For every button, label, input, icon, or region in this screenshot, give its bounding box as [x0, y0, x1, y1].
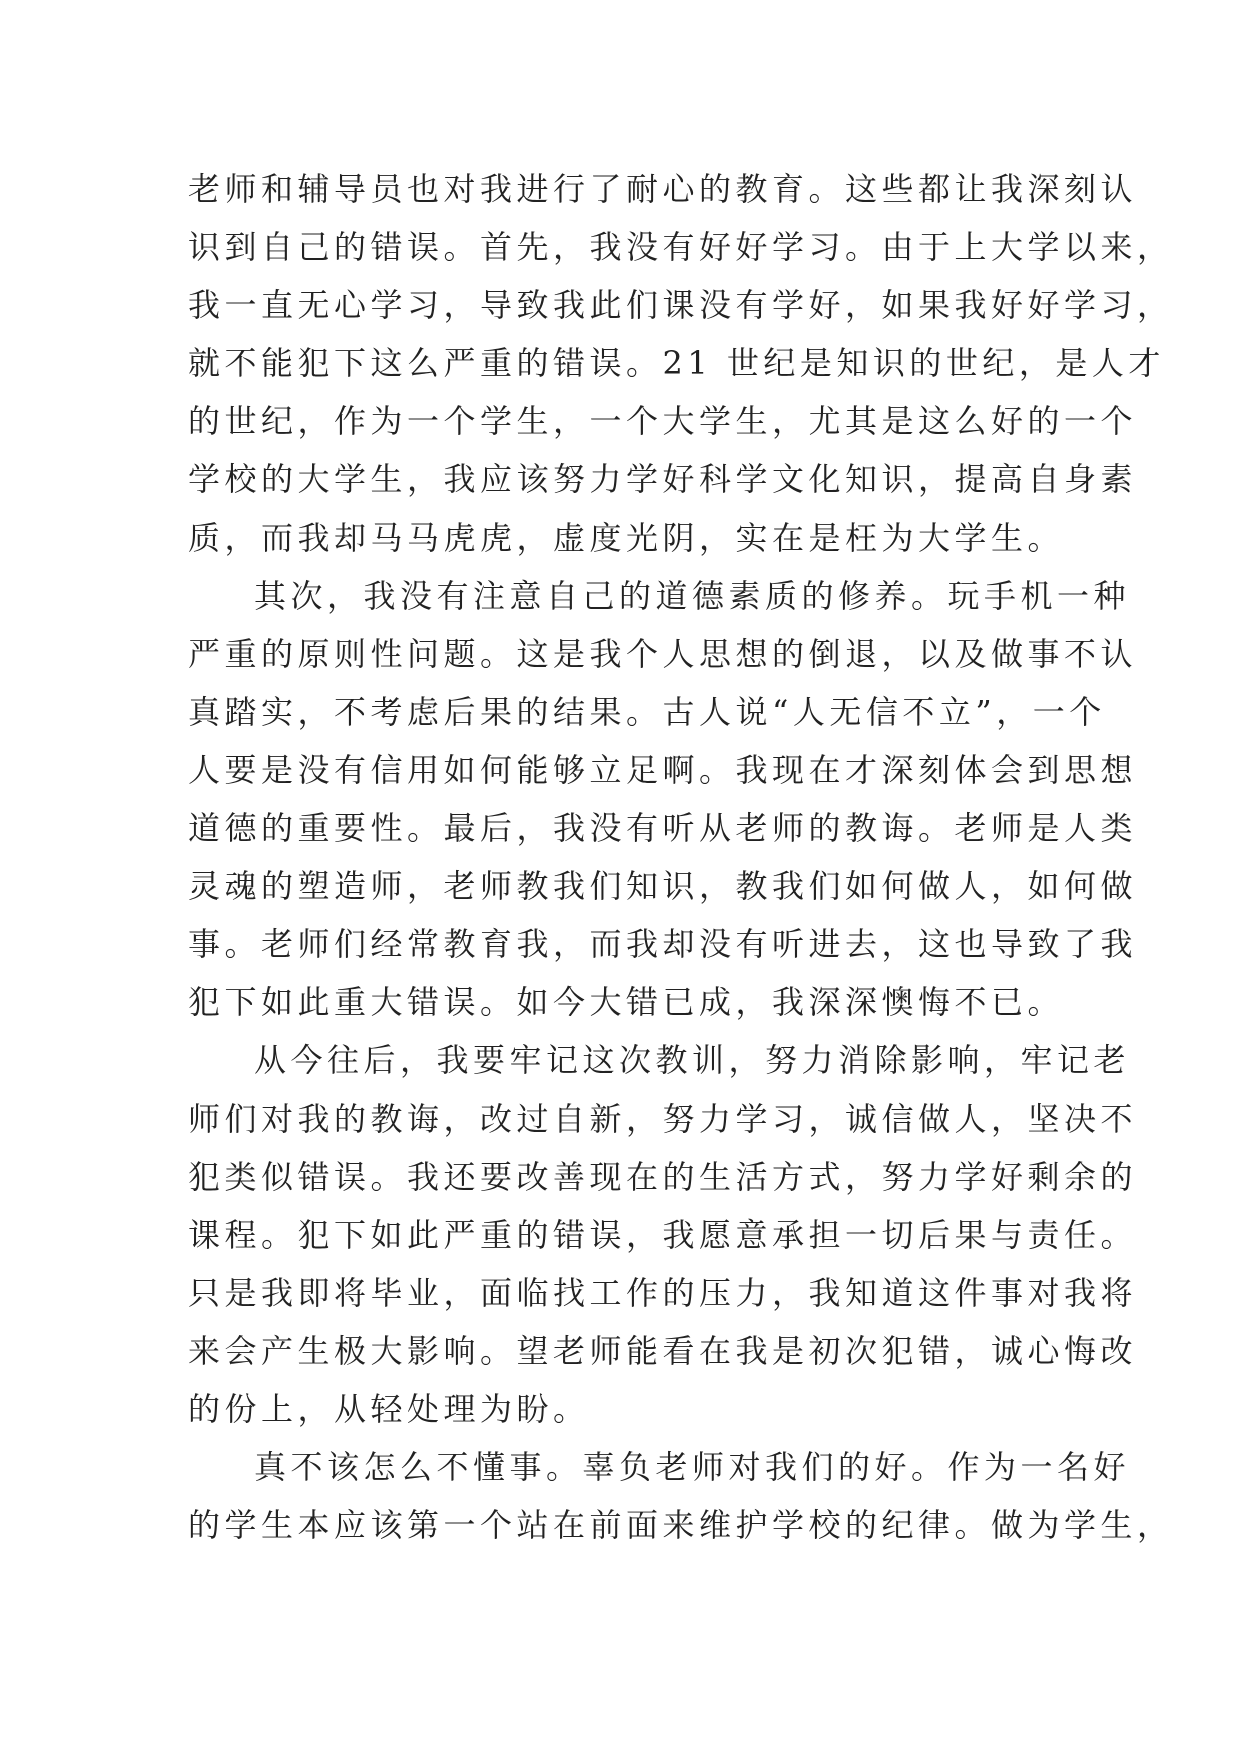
text-line: 灵魂的塑造师，老师教我们知识，教我们如何做人，如何做 — [188, 867, 1138, 906]
text-line: 严重的原则性问题。这是我个人思想的倒退，以及做事不认 — [188, 634, 1138, 673]
text-line: 犯类似错误。我还要改善现在的生活方式，努力学好剩余的 — [188, 1157, 1138, 1196]
text-line: 道德的重要性。最后，我没有听从老师的教诲。老师是人类 — [188, 809, 1138, 848]
text-line: 师们对我的教诲，改过自新，努力学习，诚信做人，坚决不 — [188, 1099, 1138, 1138]
paragraph-first-line: 真不该怎么不懂事。辜负老师对我们的好。作为一名好 — [254, 1448, 1131, 1487]
text-line: 人要是没有信用如何能够立足啊。我现在才深刻体会到思想 — [188, 750, 1138, 789]
text-line: 学校的大学生，我应该努力学好科学文化知识，提高自身素 — [188, 460, 1138, 499]
paragraph-first-line: 其次，我没有注意自己的道德素质的修养。玩手机一种 — [254, 576, 1131, 615]
paragraph-first-line: 从今往后，我要牢记这次教训，努力消除影响，牢记老 — [254, 1041, 1131, 1080]
document-body — [188, 160, 1174, 1554]
text-line: 识到自己的错误。首先，我没有好好学习。由于上大学以来， — [188, 228, 1174, 267]
text-line: 的份上，从轻处理为盼。 — [188, 1389, 590, 1428]
text-line: 的世纪，作为一个学生，一个大学生，尤其是这么好的一个 — [188, 402, 1138, 441]
text-line: 的学生本应该第一个站在前面来维护学校的纪律。做为学生， — [188, 1506, 1174, 1545]
text-line: 只是我即将毕业，面临找工作的压力，我知道这件事对我将 — [188, 1273, 1138, 1312]
text-line: 就不能犯下这么严重的错误。21 世纪是知识的世纪，是人才 — [188, 344, 1165, 383]
text-line: 课程。犯下如此严重的错误，我愿意承担一切后果与责任。 — [188, 1215, 1138, 1254]
text-line: 来会产生极大影响。望老师能看在我是初次犯错，诚心悔改 — [188, 1331, 1138, 1370]
text-line: 事。老师们经常教育我，而我却没有听进去，这也导致了我 — [188, 925, 1138, 964]
text-line: 质，而我却马马虎虎，虚度光阴，实在是枉为大学生。 — [188, 518, 1065, 557]
text-line: 真踏实，不考虑后果的结果。古人说“人无信不立”，一个 — [188, 692, 1106, 731]
text-line: 我一直无心学习，导致我此们课没有学好，如果我好好学习， — [188, 286, 1174, 325]
text-line: 犯下如此重大错误。如今大错已成，我深深懊悔不已。 — [188, 983, 1065, 1022]
text-line: 老师和辅导员也对我进行了耐心的教育。这些都让我深刻认 — [188, 170, 1138, 208]
